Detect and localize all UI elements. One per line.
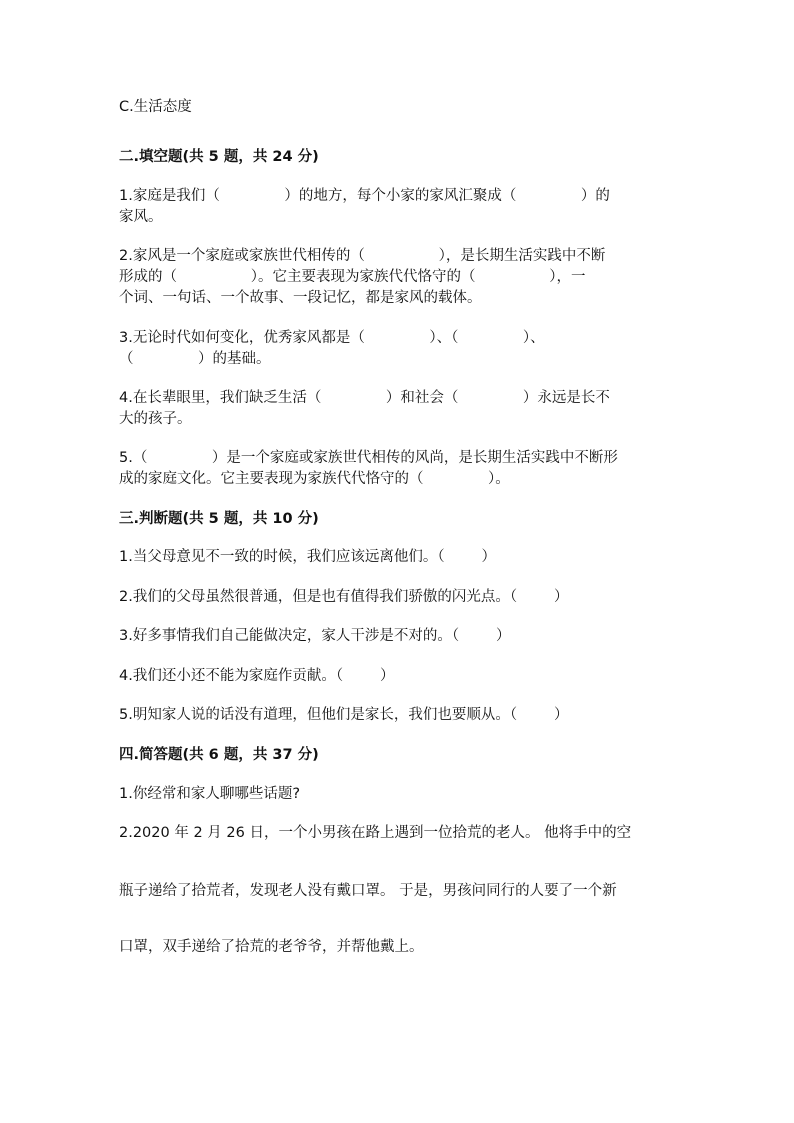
judge-q3: 3.好多事情我们自己能做决定，家人干涉是不对的。（ ） <box>119 628 511 644</box>
judge-q1: 1.当父母意见不一致的时候，我们应该远离他们。（ ） <box>119 549 496 565</box>
section-2-heading: 二.填空题(共 5 题，共 24 分) <box>119 149 319 165</box>
short-answer-q2-line3: 口罩，双手递给了拾荒的老爷爷，并帮他戴上。 <box>119 939 424 955</box>
fill-q4-line2: 大的孩子。 <box>119 411 192 427</box>
fill-q2-line1: 2.家风是一个家庭或家族世代相传的（ ），是长期生活实践中不断 <box>119 248 606 264</box>
previous-option-c: C.生活态度 <box>119 99 192 115</box>
fill-q2-line3: 个词、一句话、一个故事、一段记忆，都是家风的载体。 <box>119 290 482 306</box>
section-4-heading: 四.简答题(共 6 题，共 37 分) <box>119 747 319 763</box>
short-answer-q2-line2: 瓶子递给了拾荒者，发现老人没有戴口罩。 于是，男孩问同行的人要了一个新 <box>119 883 617 899</box>
judge-q4: 4.我们还小还不能为家庭作贡献。（ ） <box>119 668 395 684</box>
judge-q5: 5.明知家人说的话没有道理，但他们是家长，我们也要顺从。（ ） <box>119 707 569 723</box>
fill-q1-line2: 家风。 <box>119 209 163 225</box>
fill-q5-line2: 成的家庭文化。它主要表现为家族代代恪守的（ ）。 <box>119 471 510 487</box>
short-answer-q1: 1.你经常和家人聊哪些话题? <box>119 786 301 802</box>
fill-q4-line1: 4.在长辈眼里，我们缺乏生活（ ）和社会（ ）永远是长不 <box>119 390 610 406</box>
fill-q1-line1: 1.家庭是我们（ ）的地方，每个小家的家风汇聚成（ ）的 <box>119 188 610 204</box>
fill-q3-line1: 3.无论时代如何变化，优秀家风都是（ ）、（ ）、 <box>119 330 545 346</box>
fill-q2-line2: 形成的（ ）。它主要表现为家族代代恪守的（ ），一 <box>119 269 586 285</box>
fill-q3-line2: （ ）的基础。 <box>119 351 271 367</box>
judge-q2: 2.我们的父母虽然很普通，但是也有值得我们骄傲的闪光点。（ ） <box>119 589 569 605</box>
short-answer-q2-line1: 2.2020 年 2 月 26 日，一个小男孩在路上遇到一位拾荒的老人。 他将手中的空 <box>119 825 632 841</box>
fill-q5-line1: 5.（ ）是一个家庭或家族世代相传的风尚，是长期生活实践中不断形 <box>119 450 618 466</box>
section-3-heading: 三.判断题(共 5 题，共 10 分) <box>119 511 319 527</box>
